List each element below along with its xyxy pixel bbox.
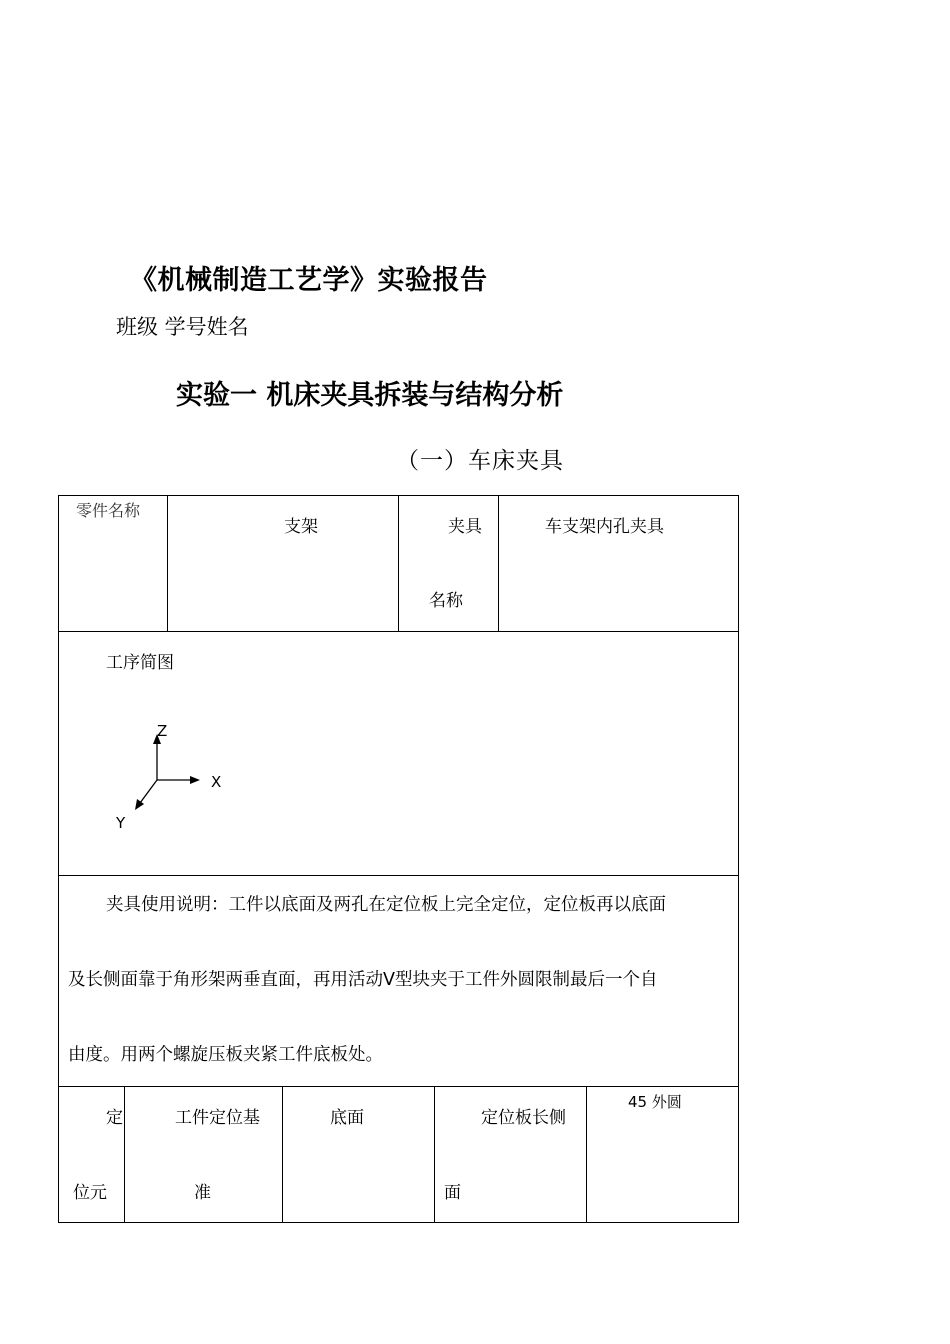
part-name-label: 零件名称: [76, 501, 141, 520]
axis-y-label: Y: [116, 814, 126, 832]
class-student-line: 班级 学号姓名: [116, 315, 249, 339]
table-row-divider-3: [58, 1086, 739, 1087]
workpiece-datum-label-line2: 准: [194, 1183, 211, 1203]
row4-divider-b: [282, 1086, 283, 1223]
locating-label-line2: 位元: [73, 1183, 107, 1203]
experiment-title: 实验一 机床夹具拆装与结构分析: [176, 380, 564, 411]
workpiece-datum-label-line1: 工件定位基: [175, 1108, 260, 1128]
x-axis-arrowhead: [190, 776, 200, 784]
datum-long-side-line2: 面: [444, 1183, 461, 1203]
locating-label-line1: 定: [106, 1108, 123, 1128]
row1-divider-a: [167, 495, 168, 632]
row4-divider-c: [434, 1086, 435, 1223]
fixture-description-line2: 及长侧面靠于角形架两垂直面，再用活动Ⅴ型块夹于工件外圆限制最后一个自: [68, 970, 658, 990]
section-title: （一）车床夹具: [396, 448, 564, 474]
row4-divider-a: [124, 1086, 125, 1223]
part-name-value: 支架: [284, 517, 318, 537]
fixture-description-line3: 由度。用两个螺旋压板夹紧工件底板处。: [68, 1045, 383, 1065]
report-title: 《机械制造工艺学》实验报告: [130, 265, 488, 296]
row4-divider-d: [586, 1086, 587, 1223]
y-axis-line: [140, 780, 157, 803]
datum-long-side-line1: 定位板长侧: [481, 1108, 566, 1128]
fixture-label-line2: 名称: [429, 591, 463, 611]
y-axis-arrowhead: [135, 799, 144, 810]
datum-bottom-surface: 底面: [330, 1108, 364, 1128]
datum-outer-circle: 45 外圆: [628, 1093, 682, 1111]
process-diagram-label: 工序简图: [106, 653, 174, 673]
axis-x-label: X: [211, 773, 222, 791]
table-border-left: [58, 495, 59, 1223]
table-border-bottom: [58, 1222, 739, 1223]
fixture-label-line1: 夹具: [448, 517, 482, 537]
row1-divider-b: [398, 495, 399, 632]
fixture-description-line1: 夹具使用说明：工件以底面及两孔在定位板上完全定位，定位板再以底面: [106, 895, 666, 915]
row1-divider-c: [498, 495, 499, 632]
fixture-name-value: 车支架内孔夹具: [545, 517, 664, 537]
table-border-right: [738, 495, 739, 1223]
table-row-divider-2: [58, 875, 739, 876]
axis-z-label: Z: [157, 722, 168, 740]
